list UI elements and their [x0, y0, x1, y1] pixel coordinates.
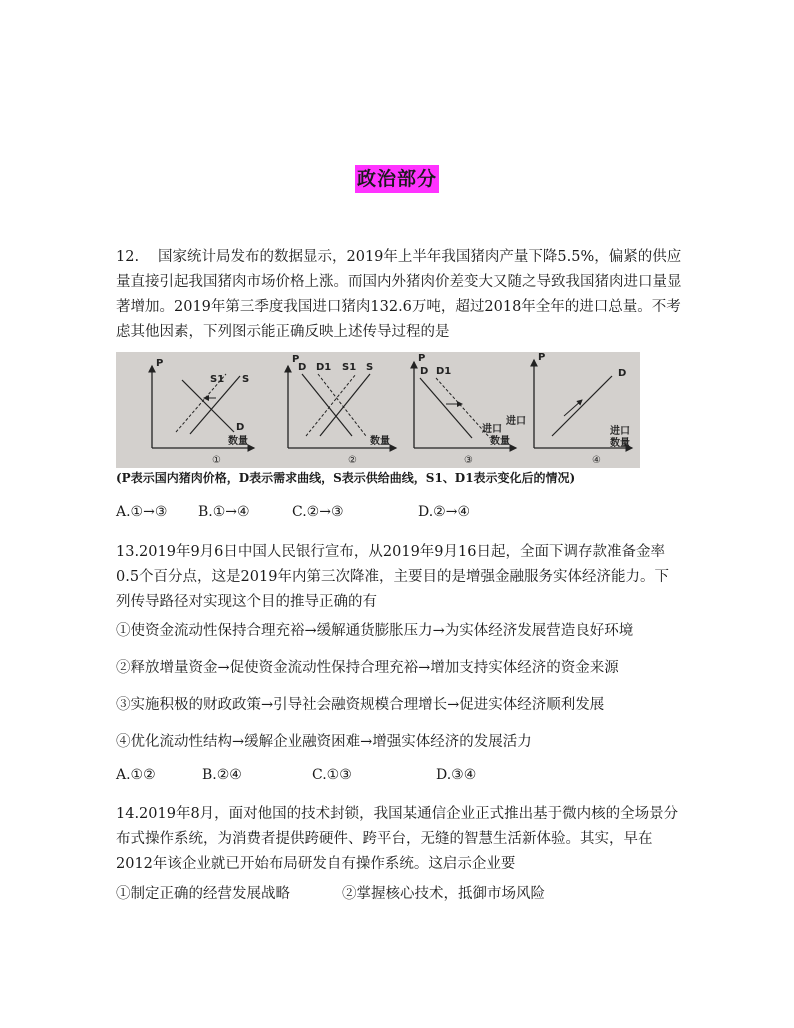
- label-d: D: [420, 366, 429, 377]
- option-a[interactable]: A.①→③: [116, 504, 168, 520]
- curve-d: [182, 380, 234, 432]
- label-d1: D1: [316, 362, 332, 373]
- panel-index: ④: [592, 455, 601, 466]
- axis-p-label: P: [292, 354, 300, 365]
- axis-quantity-label: 数量: [228, 436, 248, 447]
- option-d[interactable]: D.③④: [436, 767, 477, 783]
- curve-d1: [318, 374, 366, 436]
- label-s1: S1: [342, 362, 357, 373]
- label-s1: S1: [210, 374, 225, 385]
- label-s: S: [366, 362, 374, 373]
- label-d: D: [236, 422, 245, 433]
- curve-d: [420, 378, 472, 438]
- question-13: 13.2019年9月6日中国人民银行宣布，从2019年9月16日起，全面下调存款准备金率0.5个百分点，这是2019年内第三次降准，主要目的是增强金融服务实体经济能力。下列传导路径对实现这个目的推导正确的有: [116, 544, 669, 610]
- q13-statement-2: ②释放增量资金→促使资金流动性保持合理充裕→增加支持实体经济的资金来源: [116, 660, 619, 676]
- option-b[interactable]: B.②④: [202, 767, 242, 783]
- option-c[interactable]: C.②→③: [292, 504, 344, 520]
- option-c[interactable]: C.①③: [312, 767, 352, 783]
- curve-s1: [306, 374, 356, 436]
- panel-index: ②: [348, 455, 357, 466]
- q13-statement-4: ④优化流动性结构→缓解企业融资困难→增强实体经济的发展活力: [116, 734, 532, 750]
- curve-d: [552, 376, 612, 436]
- panel-2: [288, 354, 396, 466]
- q13-statement-1: ①使资金流动性保持合理充裕→缓解通货膨胀压力→为实体经济发展营造良好环境: [116, 623, 634, 639]
- q13-options: [116, 765, 476, 785]
- supply-demand-figure: [116, 352, 640, 468]
- axis-p-label: P: [156, 358, 164, 369]
- axis-quantity-label: 数量: [490, 436, 510, 447]
- axis-p-label: P: [538, 352, 546, 363]
- import-label: 进口: [610, 426, 630, 437]
- question-14: 14.2019年8月，面对他国的技术封锁，我国某通信企业正式推出基于微内核的全场景分布式操作系统，为消费者提供跨硬件、跨平台，无缝的智慧生活新体验。其实，早在2012年该企业就已开始布局研发自有操作系统。这启示企业要: [116, 806, 679, 872]
- label-d: D: [298, 362, 307, 373]
- option-d[interactable]: D.②→④: [418, 504, 471, 520]
- question-12: [116, 245, 682, 345]
- panel-index: ①: [212, 455, 221, 466]
- panel-1: [152, 358, 254, 466]
- axis-p-label: P: [418, 353, 426, 364]
- label-d1: D1: [436, 366, 452, 377]
- q14-statements: [116, 884, 545, 904]
- question-text: 国家统计局发布的数据显示，2019年上半年我国猪肉产量下降5.5%，偏紧的供应量直接引起我国猪肉市场价格上涨。而国内外猪肉价差变大又随之导致我国猪肉进口量显著增加。2019年第三季度我国进口猪肉132.6万吨，超过2018年全年的进口总量。不考虑其他因素，下列图示能正确反映上述传导过程的是: [116, 249, 682, 340]
- import-label: 进口: [482, 424, 502, 435]
- q14-statement-2: ②掌握核心技术，抵御市场风险: [342, 886, 545, 902]
- figure-caption: (P表示国内猪肉价格，D表示需求曲线，S表示供给曲线，S1、D1表示变化后的情况): [116, 471, 576, 485]
- label-s: S: [242, 374, 250, 385]
- axis-quantity-label: 数量: [610, 438, 630, 449]
- question-number: 12.: [116, 249, 140, 265]
- import-label: 进口: [506, 416, 526, 427]
- label-d: D: [618, 368, 627, 379]
- panel-4: [505, 352, 632, 466]
- panel-3: [414, 353, 516, 466]
- q14-statement-1: ①制定正确的经营发展战略: [116, 886, 290, 902]
- page-title: 政治部分: [355, 165, 439, 193]
- option-a[interactable]: A.①②: [116, 767, 156, 783]
- option-b[interactable]: B.①→④: [198, 504, 250, 520]
- panel-index: ③: [464, 455, 473, 466]
- q12-options: [116, 502, 470, 522]
- q13-statement-3: ③实施积极的财政政策→引导社会融资规模合理增长→促进实体经济顺利发展: [116, 697, 605, 713]
- axis-quantity-label: 数量: [370, 436, 390, 447]
